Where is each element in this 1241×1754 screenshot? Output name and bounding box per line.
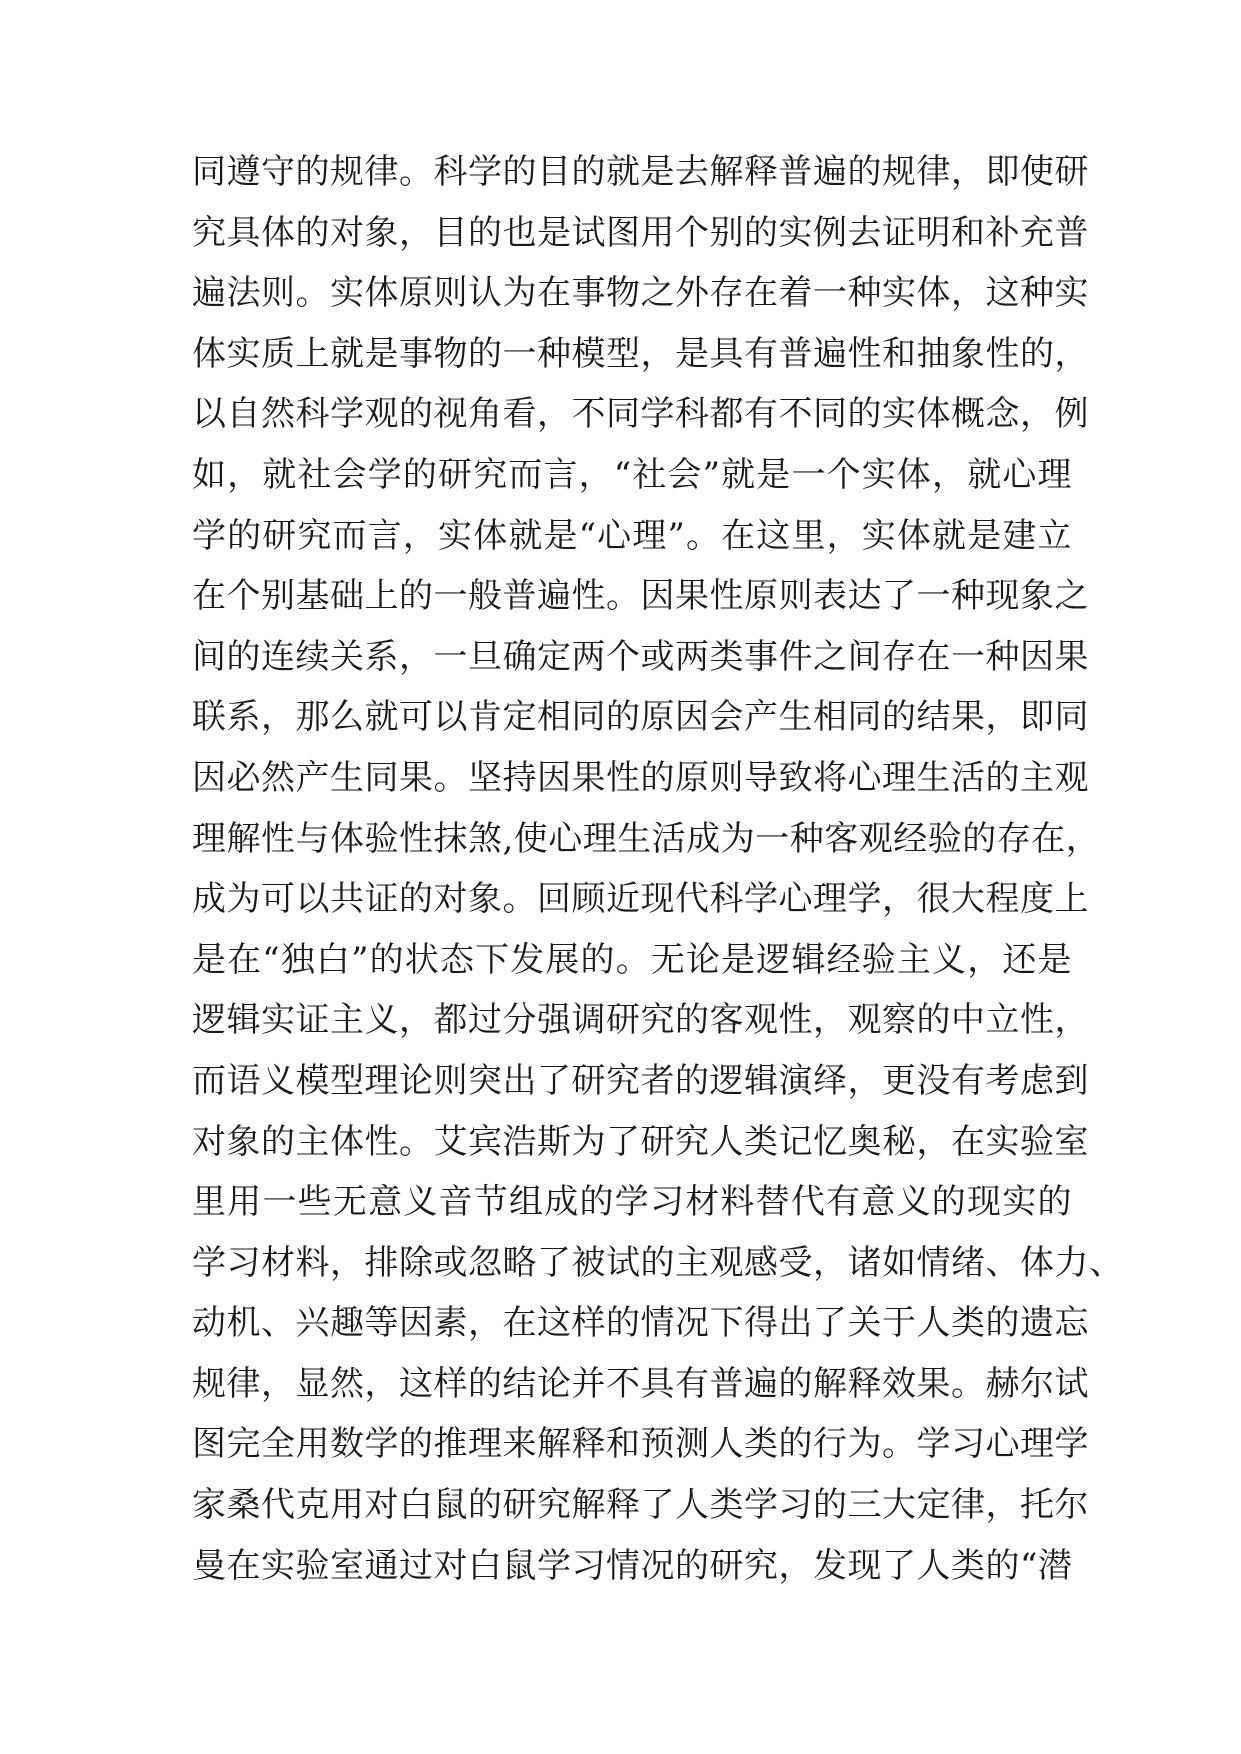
text-line-5: 以自然科学观的视角看，不同学科都有不同的实体概念，例 [192, 394, 1089, 435]
text-line-8: 在个别基础上的一般普遍性。因果性原则表达了一种现象之 [192, 576, 1089, 617]
text-line-16: 而语义模型理论则突出了研究者的逻辑演绎，更没有考虑到 [192, 1060, 1089, 1101]
text-line-24: 曼在实验室通过对白鼠学习情况的研究，发现了人类的“潜 [192, 1545, 1073, 1586]
text-line-17: 对象的主体性。艾宾浩斯为了研究人类记忆奥秘，在实验室 [192, 1121, 1089, 1162]
text-line-21: 规律，显然，这样的结论并不具有普遍的解释效果。赫尔试 [192, 1363, 1089, 1404]
text-line-12: 理解性与体验性抹煞,使心理生活成为一种客观经验的存在， [192, 818, 1101, 859]
text-line-18: 里用一些无意义音节组成的学习材料替代有意义的现实的 [192, 1182, 1072, 1223]
text-line-7: 学的研究而言，实体就是“心理”。在这里，实体就是建立 [192, 515, 1072, 556]
text-line-2: 究具体的对象，目的也是试图用个别的实例去证明和补充普 [192, 212, 1089, 253]
text-line-22: 图完全用数学的推理来解释和预测人类的行为。学习心理学 [192, 1424, 1089, 1465]
text-line-1: 同遵守的规律。科学的目的就是去解释普遍的规律，即使研 [192, 152, 1089, 192]
text-line-20: 动机、兴趣等因素，在这样的情况下得出了关于人类的遗忘 [192, 1303, 1089, 1344]
text-line-14: 是在“独白”的状态下发展的。无论是逻辑经验主义，还是 [192, 939, 1072, 980]
text-line-19: 学习材料，排除或忽略了被试的主观感受，诸如情绪、体力、 [192, 1242, 1124, 1283]
text-line-13: 成为可以共证的对象。回顾近现代科学心理学，很大程度上 [192, 879, 1089, 920]
text-line-4: 体实质上就是事物的一种模型，是具有普遍性和抽象性的， [192, 333, 1089, 374]
text-line-23: 家桑代克用对白鼠的研究解释了人类学习的三大定律，托尔 [192, 1485, 1089, 1526]
text-line-15: 逻辑实证主义，都过分强调研究的客观性，观察的中立性， [192, 1000, 1089, 1041]
text-line-11: 因必然产生同果。坚持因果性的原则导致将心理生活的主观 [192, 757, 1089, 798]
text-line-6: 如，就社会学的研究而言，“社会”就是一个实体，就心理 [192, 454, 1072, 495]
text-line-10: 联系，那么就可以肯定相同的原因会产生相同的结果，即同 [192, 697, 1089, 738]
body-text [192, 142, 1124, 1596]
text-line-3: 遍法则。实体原则认为在事物之外存在着一种实体，这种实 [192, 273, 1089, 314]
text-line-9: 间的连续关系，一旦确定两个或两类事件之间存在一种因果 [192, 636, 1089, 677]
